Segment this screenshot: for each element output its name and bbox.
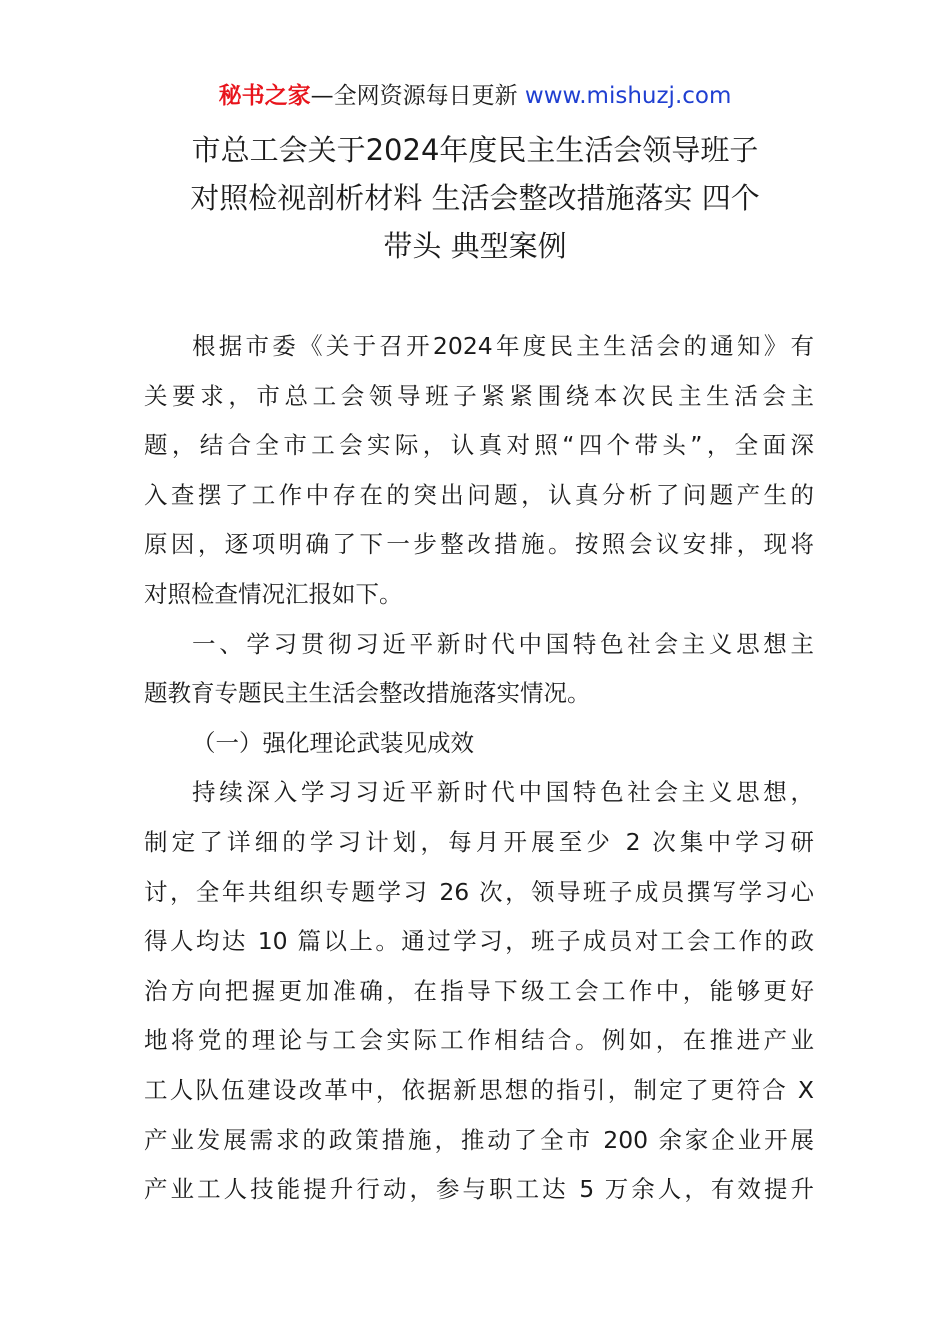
paragraph-line: 根据市委《关于召开2024年度民主生活会的通知》有 — [192, 332, 814, 360]
section-heading-line: 一、学习贯彻习近平新时代中国特色社会主义思想主 — [192, 629, 814, 658]
paragraph-line: 原因，逐项明确了下一步整改措施。按照会议安排，现将 — [144, 530, 814, 559]
paragraph-line: 工人队伍建设改革中，依据新思想的指引，制定了更符合 X — [144, 1075, 814, 1104]
subsection-heading: （一）强化理论武装见成效 — [192, 728, 474, 757]
paragraph-line: 题，结合全市工会实际，认真对照“四个带头”，全面深 — [144, 431, 814, 460]
title-line: 对照检视剖析材料 生活会整改措施落实 四个 — [190, 181, 760, 215]
banner-tagline: —全网资源每日更新 — [310, 83, 525, 109]
section-heading-line: 题教育专题民主生活会整改措施落实情况。 — [144, 679, 591, 708]
site-url-link[interactable]: www.mishuzj.com — [524, 83, 732, 109]
document-body — [144, 322, 814, 1215]
paragraph-line: 地将党的理论与工会实际工作相结合。例如，在推进产业 — [144, 1026, 814, 1055]
paragraph-line: 关要求，市总工会领导班子紧紧围绕本次民主生活会主 — [144, 381, 814, 410]
paragraph-line: 产业工人技能提升行动，参与职工达 5 万余人，有效提升 — [144, 1175, 814, 1204]
brand-name: 秘书之家 — [218, 83, 311, 109]
title-line: 带头 典型案例 — [383, 229, 567, 263]
paragraph-line: 得人均达 10 篇以上。通过学习，班子成员对工会工作的政 — [144, 927, 814, 956]
paragraph-line: 讨，全年共组织专题学习 26 次，领导班子成员撰写学习心 — [144, 877, 814, 906]
paragraph-line: 入查摆了工作中存在的突出问题，认真分析了问题产生的 — [144, 480, 814, 509]
site-banner — [0, 80, 950, 112]
paragraph-line: 治方向把握更加准确，在指导下级工会工作中，能够更好 — [144, 976, 814, 1005]
paragraph-line: 对照检查情况汇报如下。 — [144, 579, 403, 608]
title-line: 市总工会关于2024年度民主生活会领导班子 — [191, 133, 759, 167]
paragraph-line: 制定了详细的学习计划，每月开展至少 2 次集中学习研 — [144, 827, 814, 856]
document-title — [140, 126, 810, 270]
paragraph-line: 产业发展需求的政策措施，推动了全市 200 余家企业开展 — [144, 1125, 814, 1154]
paragraph-line: 持续深入学习习近平新时代中国特色社会主义思想， — [192, 778, 814, 807]
